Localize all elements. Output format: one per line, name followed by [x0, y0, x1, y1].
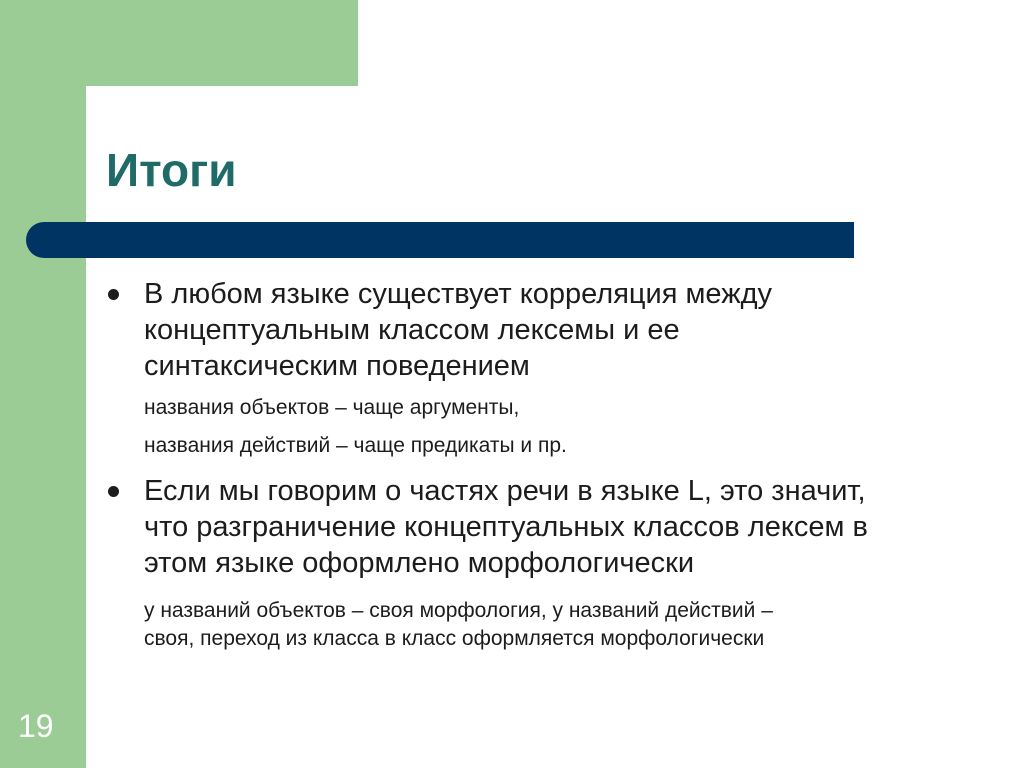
sub-item: названия действий – чаще предикаты и пр.	[144, 434, 567, 457]
bullet-item-1	[100, 276, 1010, 384]
title-underline-bar	[26, 222, 854, 258]
bullet-line: этом языке оформлено морфологически	[144, 547, 695, 579]
sub-item: названия объектов – чаще аргументы,	[144, 396, 520, 419]
slide-title: Итоги	[106, 144, 237, 196]
top-decorative-band	[0, 0, 358, 86]
bullet-item-2	[100, 473, 1010, 581]
sub-item	[100, 597, 1010, 653]
slide-number: 19	[18, 708, 54, 744]
bullet-line: концептуальным классом лексемы и ее	[144, 314, 680, 346]
sub-item-line: своя, переход из класса в класс оформляется морфологически	[144, 627, 765, 650]
left-decorative-band	[0, 0, 86, 768]
bullet-dot-icon	[108, 486, 119, 497]
sub-item-line: у названий объектов – своя морфология, у названий действий –	[144, 599, 773, 622]
bullet-line: Если мы говорим о частях речи в языке L, это значит,	[144, 475, 866, 507]
bullet-line: что разграничение концептуальных классов лексем в	[144, 511, 868, 543]
slide-content	[100, 276, 1010, 653]
bullet-dot-icon	[108, 289, 119, 300]
bullet-line: В любом языке существует корреляция между	[144, 278, 773, 310]
bullet-line: синтаксическим поведением	[144, 350, 530, 382]
